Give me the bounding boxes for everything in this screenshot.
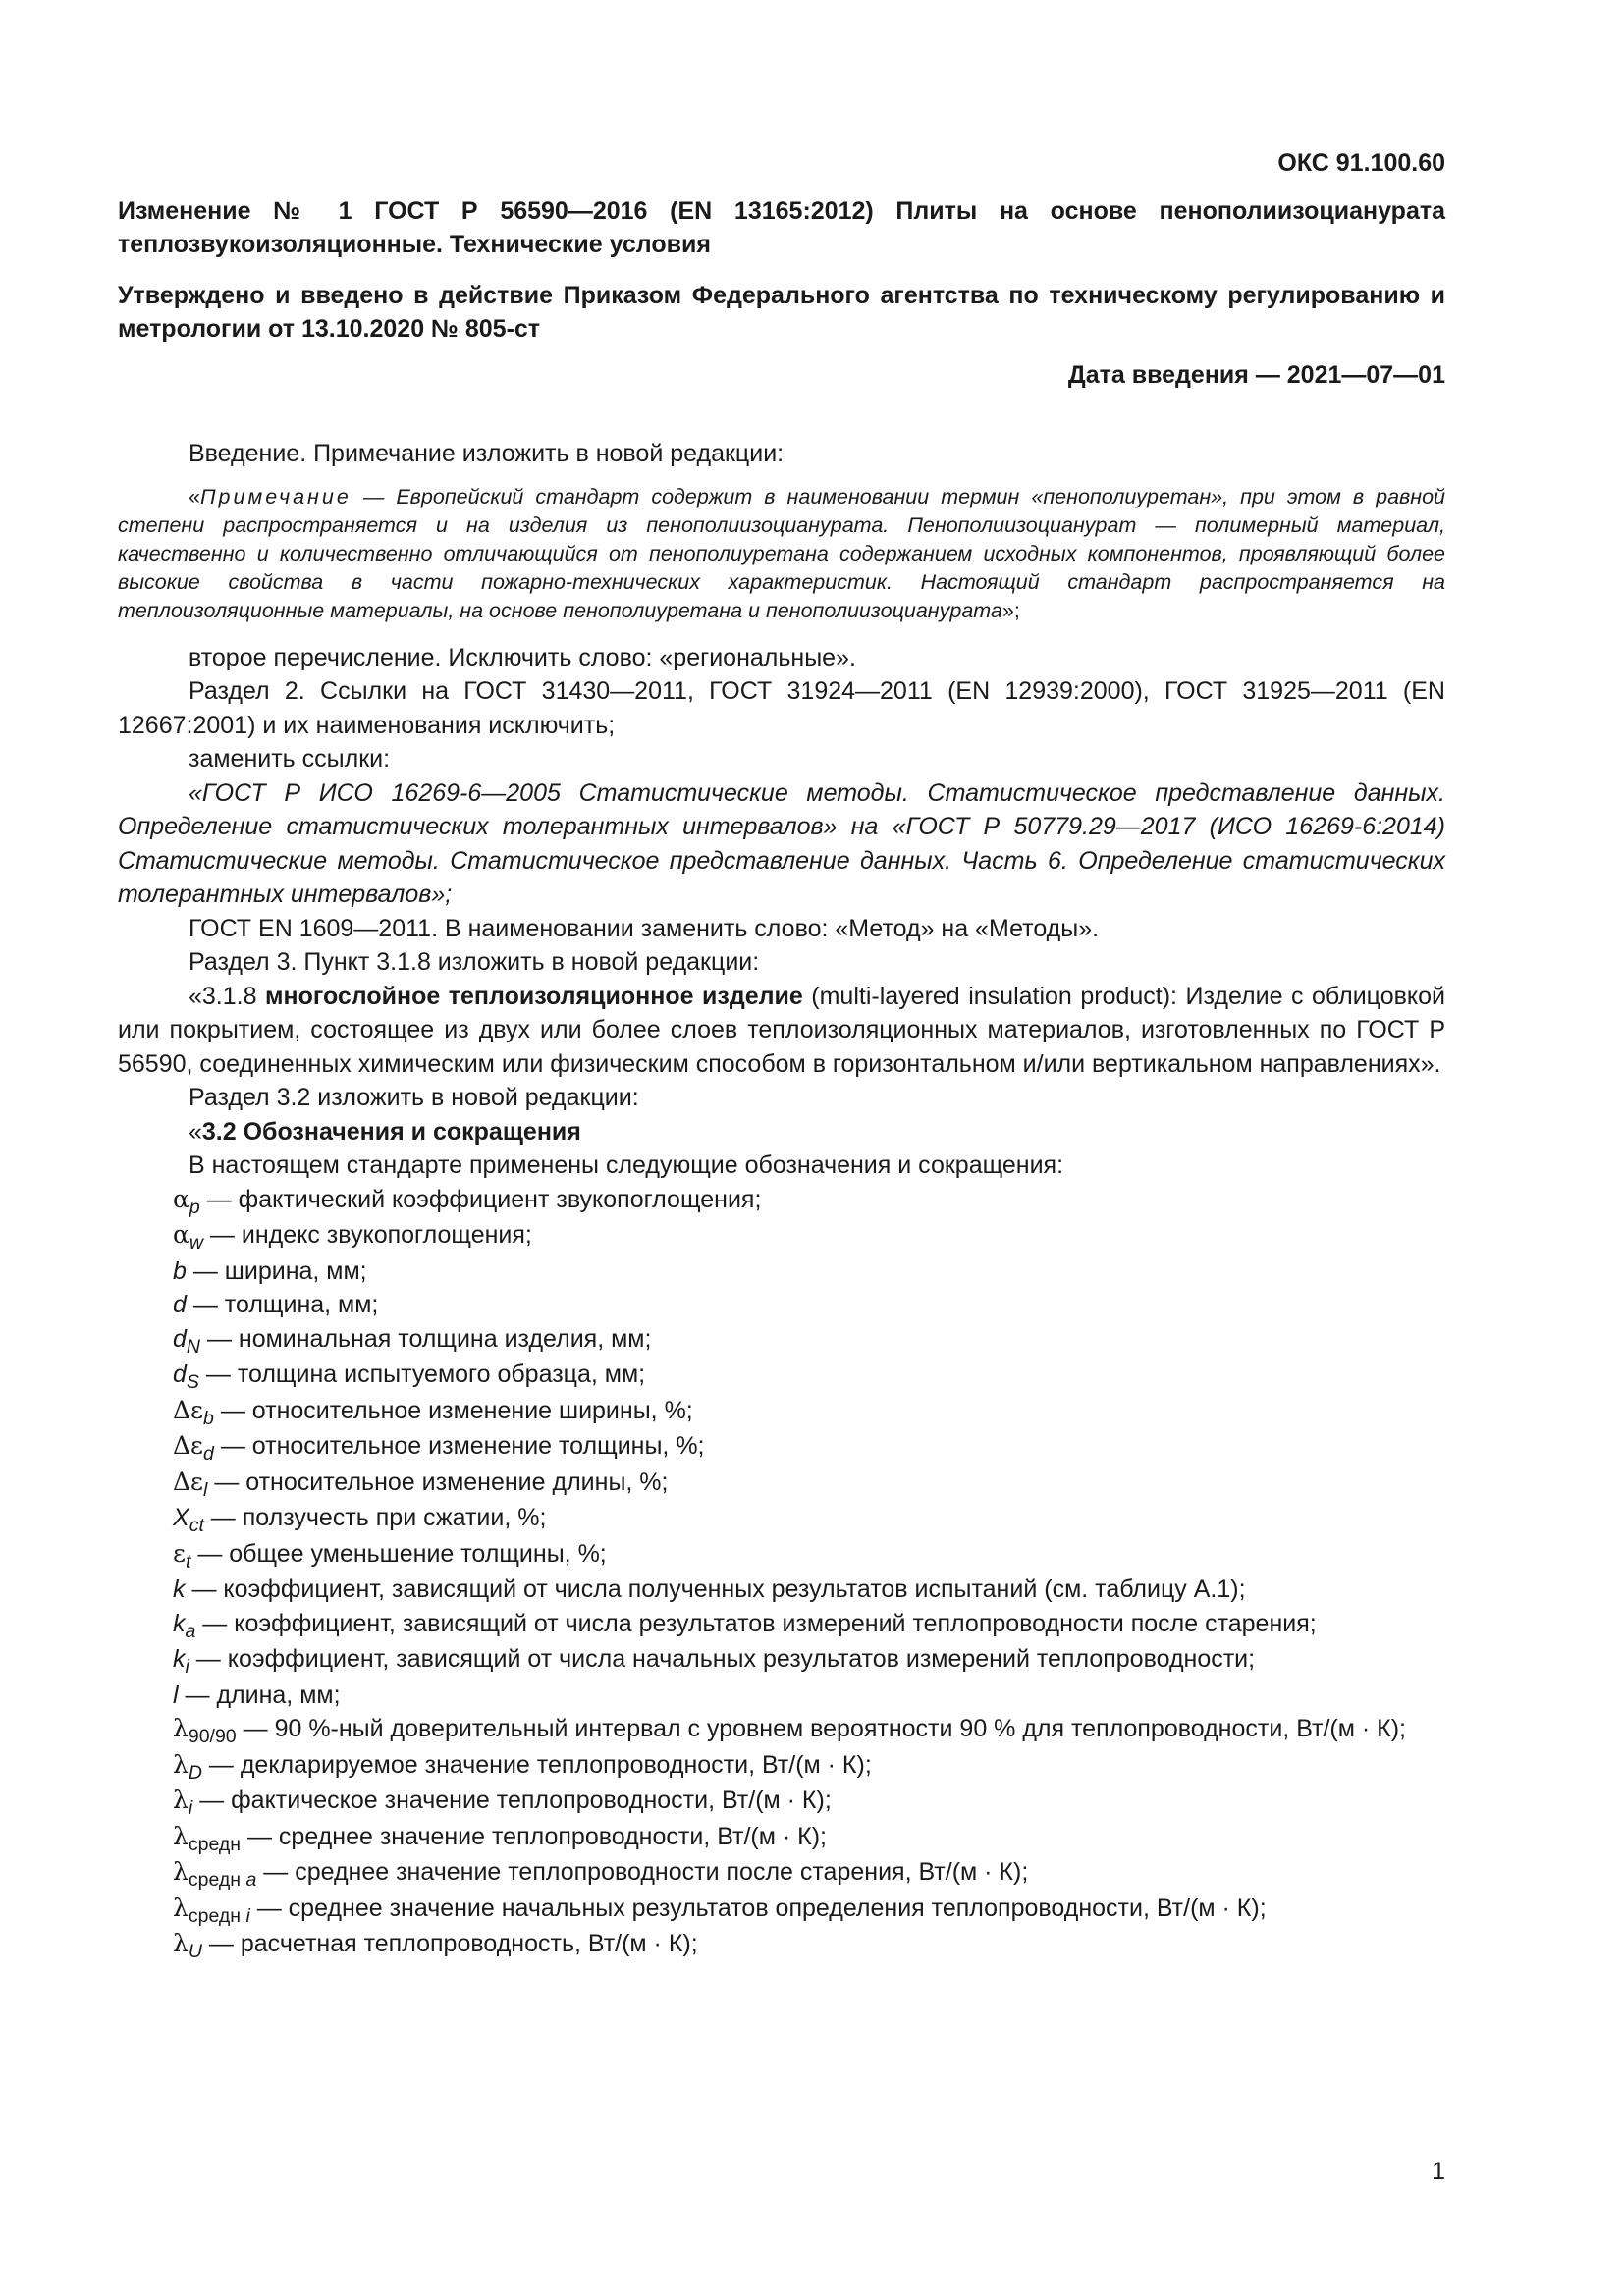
symbol-description: — общее уменьшение толщины, %; [190, 1539, 607, 1568]
symbol: d [173, 1324, 187, 1353]
symbol-description: — номинальная толщина изделия, мм; [200, 1324, 652, 1353]
symbol-description: — 90 %-ный доверительный интервал с уровнем вероятности 90 % для теплопроводности, Вт/(м · К); [236, 1715, 1406, 1742]
symbol-subscript: t [185, 1550, 191, 1573]
symbol-item [118, 1322, 1445, 1359]
change-paragraph: заменить ссылки: [189, 745, 391, 773]
symbol-item [118, 1855, 1445, 1892]
symbol-item [118, 1748, 1445, 1785]
note-label: Примечание [199, 484, 352, 508]
amendment-title: Изменение № 1 ГОСТ Р 56590—2016 (EN 13165:2012) Плиты на основе пенополиизоцианурата теплозвукоизоляционные. Технические условия [118, 197, 1445, 258]
symbol-item [118, 1784, 1445, 1820]
symbol-description: — индекс звукопоглощения; [202, 1221, 532, 1249]
definition-paragraph [118, 980, 1445, 1082]
symbol: Δε [173, 1467, 204, 1496]
symbol: d [173, 1361, 187, 1388]
symbol: α [173, 1220, 189, 1249]
document-body [118, 437, 1445, 1963]
symbol-item [118, 1537, 1445, 1574]
symbol-description: — длина, мм; [178, 1681, 341, 1709]
section-open: « [189, 1117, 202, 1146]
symbol: Δε [173, 1431, 204, 1460]
symbol-description: — относительное изменение длины, %; [207, 1468, 669, 1496]
symbol-subscript: d [203, 1443, 214, 1466]
symbol: Δε [173, 1395, 204, 1424]
symbol-item [118, 1255, 1445, 1289]
symbol-subscript: l [203, 1478, 208, 1501]
symbol-item [118, 1820, 1445, 1856]
change-paragraph: Раздел 3.2 изложить в новой редакции: [189, 1084, 639, 1111]
symbol-subscript: i [245, 1904, 250, 1927]
symbol-description: — относительное изменение ширины, %; [213, 1396, 693, 1424]
symbol-subscript: a [245, 1869, 257, 1892]
change-paragraph: «ГОСТ Р ИСО 16269-6—2005 Статистические методы. Статистическое представление данных. Определение статистических толерантных интервалов» на «ГОСТ Р 50779.29—2017 (ИСО 16269-6:2014) Статистические методы. Статистическое представление данных. Часть 6. Определение статистических толерантных интервалов»; [118, 778, 1445, 908]
symbol-subscript: b [203, 1407, 214, 1429]
symbol: λ [173, 1821, 189, 1850]
symbol-item [118, 1892, 1445, 1928]
symbol-subscript: i [188, 1797, 193, 1820]
symbol-description: — расчетная теплопроводность, Вт/(м · К); [201, 1930, 698, 1957]
symbol-subscript-text: средн [188, 1904, 246, 1927]
symbol-description: — декларируемое значение теплопроводности, Вт/(м · К); [201, 1750, 872, 1779]
symbol-description: — среднее значение начальных результатов определения теплопроводности, Вт/(м · К); [249, 1894, 1267, 1922]
note-open: « [189, 484, 200, 508]
symbol-description: — среднее значение теплопроводности после старения, Вт/(м · К); [256, 1858, 1029, 1886]
symbols-list [118, 1183, 1445, 1963]
symbol-subscript: S [186, 1371, 199, 1394]
symbol-item [118, 1607, 1445, 1643]
symbol: d [173, 1291, 187, 1318]
symbol: λ [173, 1929, 189, 1957]
symbol-description: — относительное изменение толщины, %; [213, 1432, 705, 1460]
symbol-subscript: p [189, 1196, 200, 1218]
change-paragraph: ГОСТ EN 1609—2011. В наименовании заменить слово: «Метод» на «Методы». [189, 914, 1100, 942]
symbol: l [173, 1681, 179, 1709]
definition-number: «3.1.8 [189, 982, 266, 1010]
symbol-description: — ползучесть при сжатии, %; [203, 1504, 547, 1531]
symbol: X [173, 1504, 189, 1531]
change-paragraph: Раздел 2. Ссылки на ГОСТ 31430—2011, ГОСТ 31924—2011 (EN 12939:2000), ГОСТ 31925—2011 (EN 12667:2001) и их наименования исключить; [118, 677, 1445, 739]
symbol-subscript: N [186, 1335, 200, 1358]
symbol: k [173, 1575, 186, 1603]
symbol-item [118, 1927, 1445, 1963]
symbol-subscript-text: средн [188, 1869, 246, 1892]
symbol: b [173, 1256, 187, 1285]
symbol: λ [173, 1857, 189, 1886]
symbol: k [173, 1609, 186, 1637]
effective-date: Дата введения — 2021—07—01 [1067, 361, 1445, 389]
symbol-item [118, 1288, 1445, 1322]
document-page [118, 0, 1445, 2296]
symbol-item [118, 1712, 1445, 1748]
symbol-item [118, 1429, 1445, 1466]
symbol: α [173, 1184, 189, 1213]
symbol-item [118, 1501, 1445, 1537]
note-close: »; [1001, 598, 1020, 622]
symbol-item [118, 1218, 1445, 1255]
change-paragraph: В настоящем стандарте применены следующие обозначения и сокращения: [189, 1151, 1064, 1179]
symbol-description: — толщина испытуемого образца, мм; [198, 1361, 646, 1388]
symbol-description: — фактический коэффициент звукопоглощения; [199, 1185, 762, 1213]
symbol-item [118, 1466, 1445, 1502]
symbol-item [118, 1573, 1445, 1607]
symbol-item [118, 1642, 1445, 1679]
intro-line: Введение. Примечание изложить в новой редакции: [189, 440, 785, 467]
page-number: 1 [1432, 2158, 1445, 2185]
symbol-item [118, 1358, 1445, 1394]
approval-statement: Утверждено и введено в действие Приказом Федерального агентства по техническому регулированию и метрологии от 13.10.2020 № 805-ст [118, 282, 1445, 343]
symbol-description: — ширина, мм; [186, 1256, 367, 1285]
definition-text: (multi-layered insulation product): Изделие с облицовкой или покрытием, состоящее из двух или более слоев теплоизоляционных материалов, изготовленных по ГОСТ Р 56590, соединенных химическим или физическим способом в горизонтальном и/или вертикальном направлениях». [118, 982, 1445, 1078]
symbol-description: — коэффициент, зависящий от числа результатов измерений теплопроводности после старения; [195, 1609, 1317, 1637]
symbol: λ [173, 1893, 189, 1922]
symbol-subscript: i [185, 1656, 189, 1679]
symbol-subscript: w [189, 1232, 203, 1255]
symbol-description: — коэффициент, зависящий от числа начальных результатов измерений теплопроводности; [189, 1645, 1256, 1673]
symbol-subscript-text: средн [188, 1833, 242, 1855]
symbol: λ [173, 1786, 189, 1814]
symbol-subscript: ct [189, 1515, 204, 1537]
note-text: — Европейский стандарт содержит в наименовании термин «пенополиуретан», при этом в равной степени распространяется и на изделия из пенополиизоцианурата. Пенополиизоцианурат — полимерный материал, качественно и количественно отличающийся от пенополиуретана содержанием исходных компонентов, проявляющий более высокие свойства в части пожарно-технических характеристик. Настоящий стандарт распространяется на теплоизоляционные материалы, на основе пенополиуретана и пенополиизоцианурата [118, 484, 1445, 622]
symbol: k [173, 1645, 186, 1673]
symbol-item [118, 1679, 1445, 1713]
symbol-description: — фактическое значение теплопроводности, Вт/(м · К); [192, 1787, 832, 1814]
symbol-item [118, 1183, 1445, 1219]
change-paragraph: второе перечисление. Исключить слово: «региональные». [189, 643, 856, 671]
symbol-subscript: D [188, 1761, 202, 1784]
section-heading [118, 1115, 1445, 1149]
symbol-subscript: U [188, 1941, 202, 1963]
symbol: λ [173, 1749, 189, 1779]
section-heading-text: 3.2 Обозначения и сокращения [201, 1117, 581, 1146]
note-block [118, 483, 1445, 625]
symbol-description: — коэффициент, зависящий от числа полученных результатов испытаний (см. таблицу А.1); [185, 1575, 1246, 1603]
change-paragraph: Раздел 3. Пункт 3.1.8 изложить в новой редакции: [189, 948, 760, 976]
symbol: ε [173, 1538, 186, 1568]
symbol-description: — толщина, мм; [186, 1291, 379, 1318]
symbol-description: — среднее значение теплопроводности, Вт/(м · К); [241, 1822, 827, 1850]
oks-code: ОКС 91.100.60 [1277, 149, 1445, 177]
symbol-subscript: a [185, 1620, 196, 1642]
symbol-subscript-text: 90/90 [188, 1726, 237, 1748]
symbol-item [118, 1394, 1445, 1430]
symbol: λ [173, 1714, 189, 1742]
definition-term: многослойное теплоизоляционное изделие [265, 982, 803, 1010]
